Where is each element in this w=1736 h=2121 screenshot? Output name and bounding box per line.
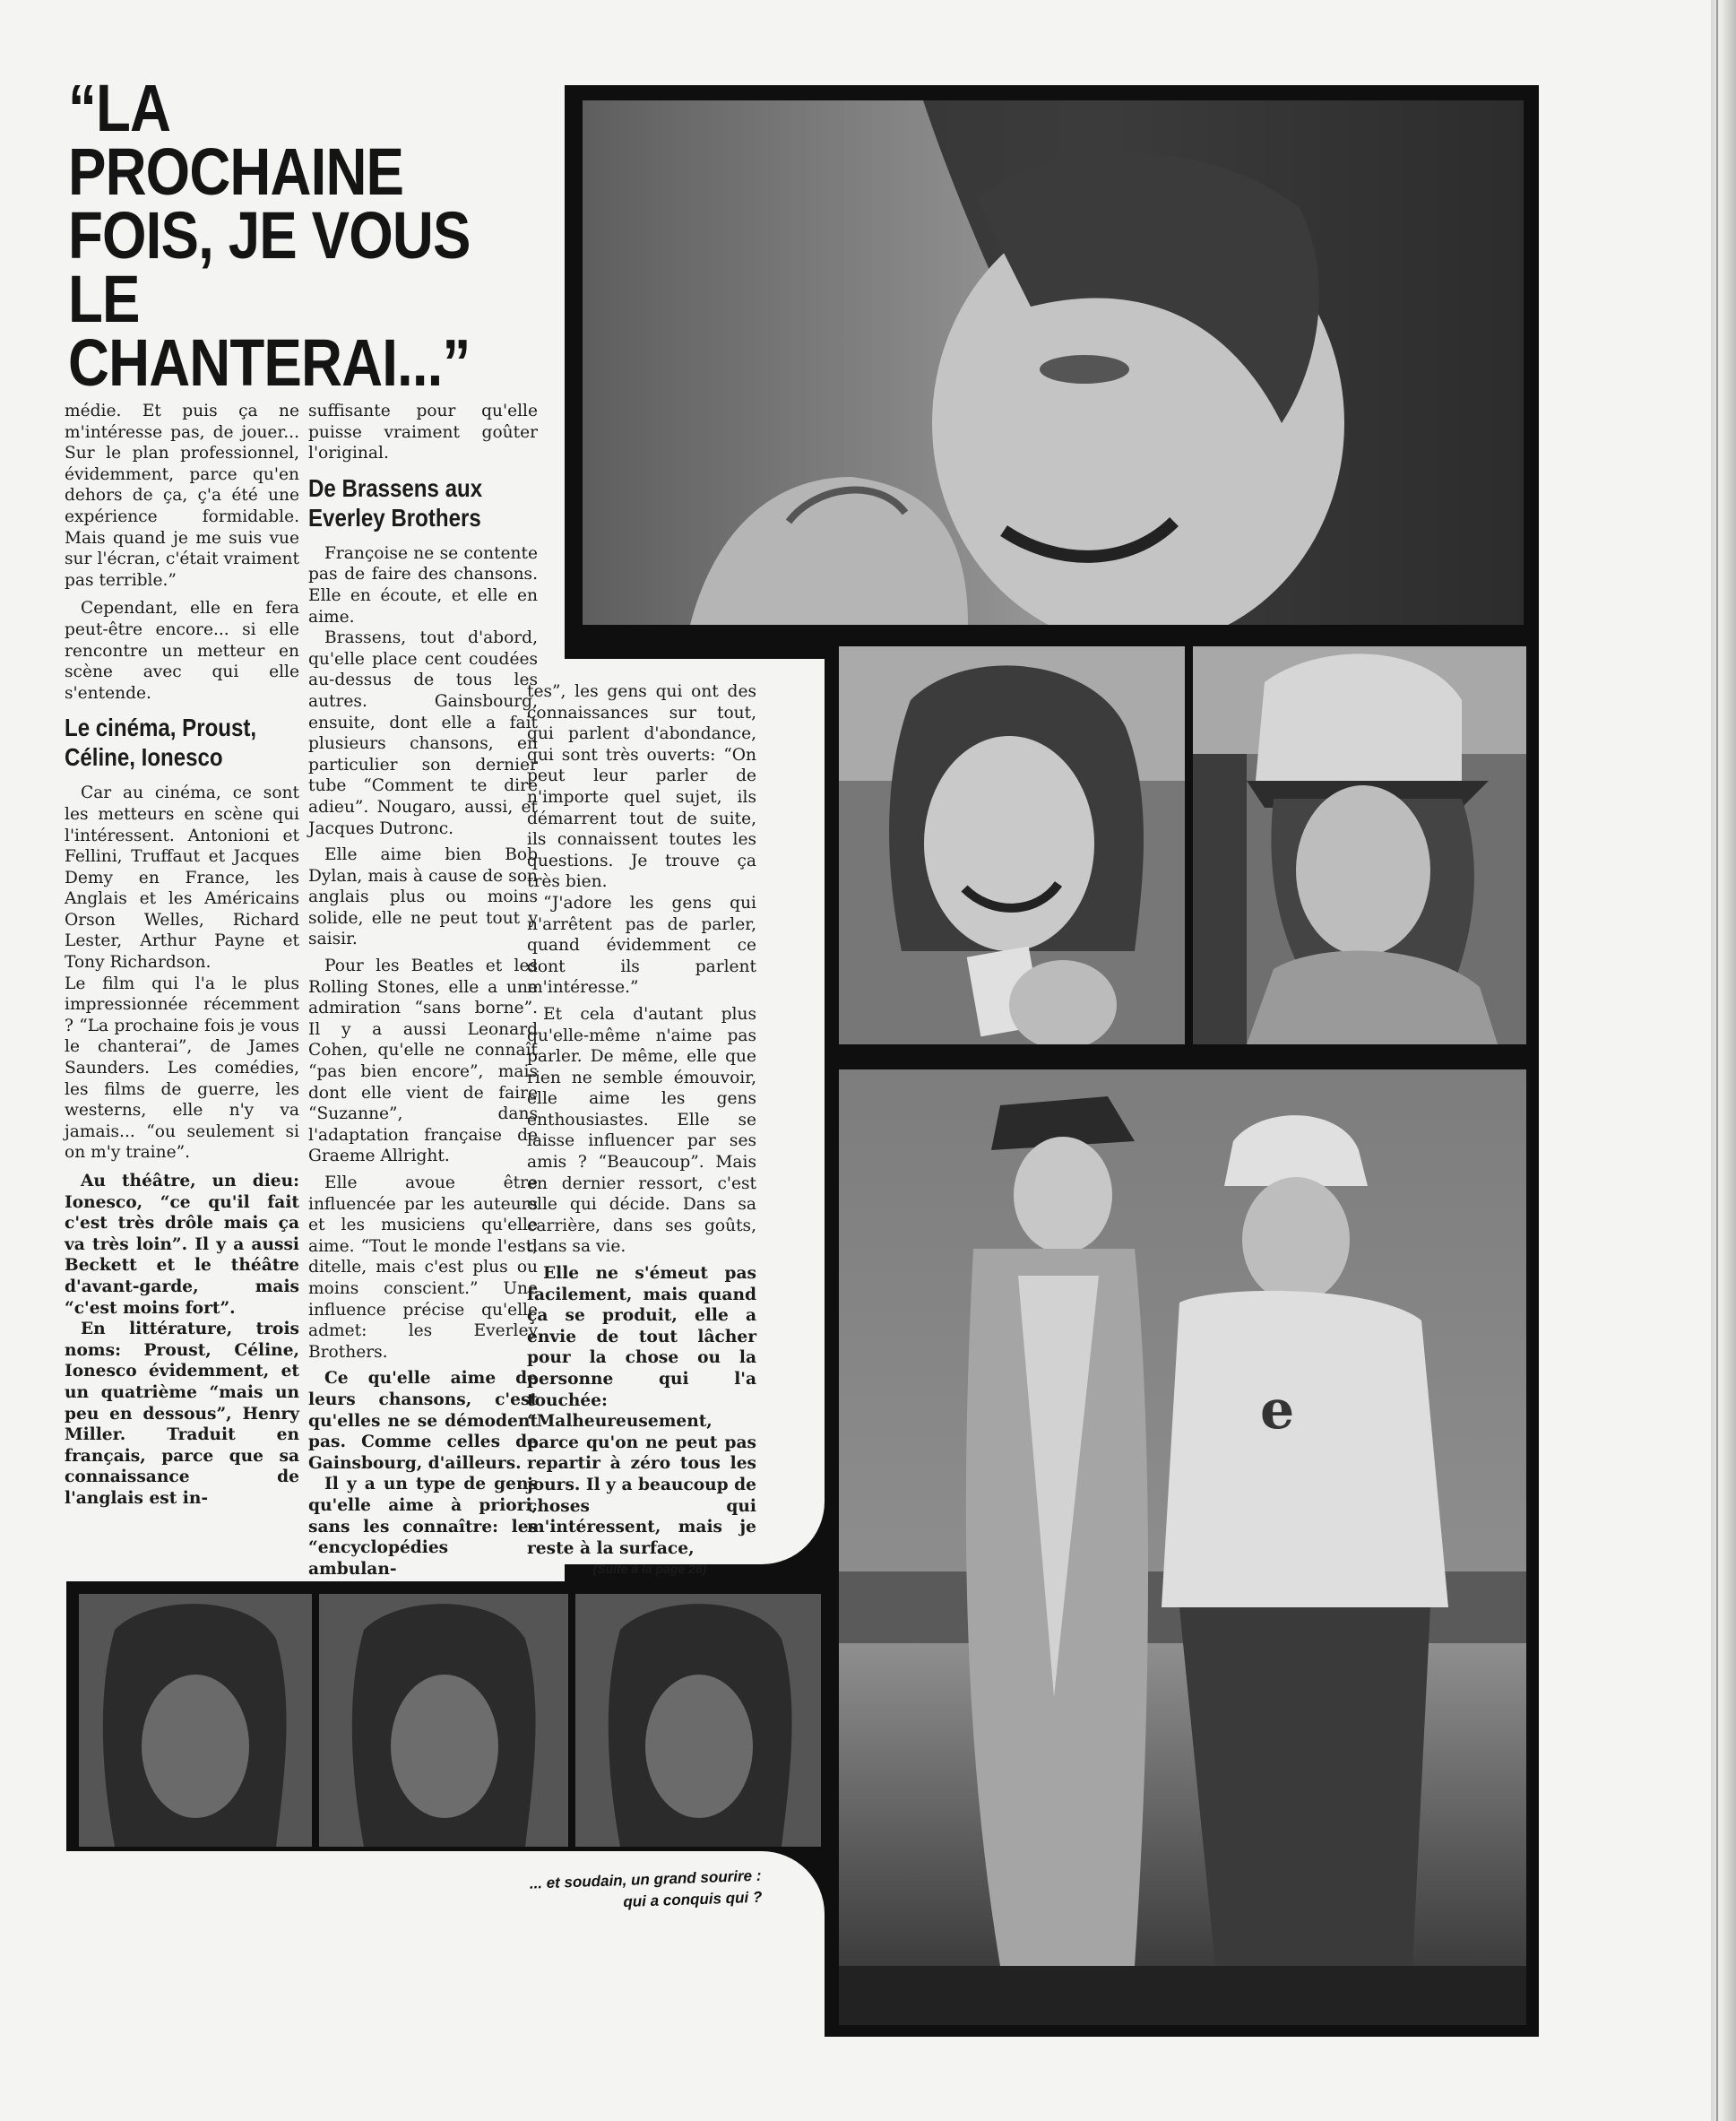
col2-paragraph: Il y a un type de gens qu'elle aime à priori, sans les connaître: les “encyclopédies ambulan- [308,1475,538,1579]
caption-line-1: ... et soudain, un grand sourire : [529,1866,762,1892]
headline: “LA PROCHAINE FOIS, JE VOUS LE CHANTERAI...” [68,71,471,400]
article-column-2 [308,401,538,1580]
photo-strip-frame-1 [79,1594,312,1847]
svg-text:e: e [1260,1379,1295,1441]
caption-line-2: qui a conquis qui ? [623,1888,763,1911]
col1-paragraph: Au théâtre, un dieu: Ionesco, “ce qu'il fait c'est très drôle mais ça va très loin”. Il y a aussi Beckett et le théâtre d'avant-garde, mais “c'est moins fort”. [65,1172,299,1318]
col2-paragraph: Ce qu'elle aime de leurs chansons, c'est qu'elles ne se démodent pas. Comme celles de Gainsbourg, d'ailleurs. [308,1369,538,1473]
subheading-cinema: Le cinéma, Proust, Céline, Ionesco [65,714,257,772]
photo-strip-frame-3 [575,1594,821,1847]
col2-paragraph: Elle aime bien Bob Dylan, mais à cause de son anglais plus ou moins solide, elle ne peut tout y saisir. [308,845,538,949]
col2-paragraph: Pour les Beatles et les Rolling Stones, elle a une admiration “sans borne”. Il y a aussi Leonard Cohen, qu'elle ne connaît “pas bien encore”, mais dont elle vient de faire “Suzanne”, dans l'adaptation française de Graeme Allright. [308,957,538,1166]
photo-strip-frame-2 [319,1594,568,1847]
col3-paragraph: Et cela d'autant plus qu'elle-même n'aime pas parler. De même, elle que rien ne semble émouvoir, elle aime les gens enthousiastes. Elle se laisse influencer par ses amis ? “Beaucoup”. Mais en dernier ressort, c'est elle qui décide. Dans sa carrière, dans ses goûts, dans sa vie. [527,1004,756,1257]
col1-paragraph: Car au cinéma, ce sont les metteurs en scène qui l'intéressent. Antonioni et Fellini, Truffaut et Jacques Demy en France, les Anglais et les Américains Orson Welles, Richard Lester, Arthur Payne et Tony Richardson. [65,783,299,973]
photo-closeup-portrait [583,100,1524,625]
article-column-1 [65,401,299,1510]
col2-paragraph: suffisante pour qu'elle puisse vraiment goûter l'original. [308,402,538,463]
col3-paragraph: tes”, les gens qui ont des connaissances sur tout, qui parlent d'abondance, qui sont très ouverts: “On peut leur parler de n'importe quel sujet, ils démarrent tout de suite, ils connaissent toutes les questions. Je trouve ça très bien. [527,682,756,892]
col1-paragraph: Cependant, elle en fera peut-être encore... si elle rencontre un metteur en scène avec qui elle s'entende. [65,599,299,703]
col2-paragraph: Brassens, tout d'abord, qu'elle place cent coudées au-dessus de tous les autres. Gainsbourg, ensuite, dont elle a fait plusieurs chansons, en particulier son dernier tube “Comment te dire adieu”. Nougaro, aussi, et Jacques Dutronc. [308,628,538,838]
photo-smiling-girl [839,646,1185,1044]
col1-paragraph: En littérature, trois noms: Proust, Céline, Ionesco évidemment, et un quatrième “mais un peu en dessous”, Henry Miller. Traduit en français, parce que sa connaissance de l'anglais est in- [65,1320,299,1508]
continued-notice: (Suite à la page 28) [592,1562,707,1577]
photo-girl-with-cap [1193,646,1526,1044]
col3-paragraph: “J'adore les gens qui n'arrêtent pas de parler, quand évidemment ce dont ils parlent m'intéresse.” [527,893,756,998]
col3-paragraph: “Malheureusement, parce qu'on ne peut pas repartir à zéro tous les jours. Il y a beaucoup de choses qui m'intéressent, mais je reste à la surface, [527,1412,756,1558]
col2-paragraph: Françoise ne se contente pas de faire des chansons. Elle en écoute, et elle en aime. [308,543,538,627]
col1-paragraph: Le film qui l'a le plus impressionnée récemment ? “La prochaine fois je vous le chanterai”, de James Saunders. Les comédies, les films de guerre, les westerns, elle n'y va jamais... “ou seulement si on m'y traine”. [65,974,299,1163]
article-column-3 [527,681,756,1580]
col1-paragraph: médie. Et puis ça ne m'intéresse pas, de jouer... Sur le plan professionnel, évidemment, parce qu'en dehors de ça, ç'a été une expérience formidable. Mais quand je me suis vue sur l'écran, c'était vraiment pas terrible.” [65,402,299,590]
page-edge [1711,0,1736,2121]
photo-couple-baseball-player [839,1069,1526,2025]
col3-paragraph: Elle ne s'émeut pas facilement, mais quand ça se produit, elle a envie de tout lâcher pour la chose ou la personne qui l'a touchée: [527,1264,756,1410]
subheading-brassens: De Brassens aux Everley Brothers [308,473,483,532]
col2-paragraph: Elle avoue être influencée par les auteurs et les musiciens qu'elle aime. “Tout le monde l'est, ditelle, mais c'est plus ou moins conscient.” Une influence précise qu'elle admet: les Everley Brothers. [308,1173,538,1362]
